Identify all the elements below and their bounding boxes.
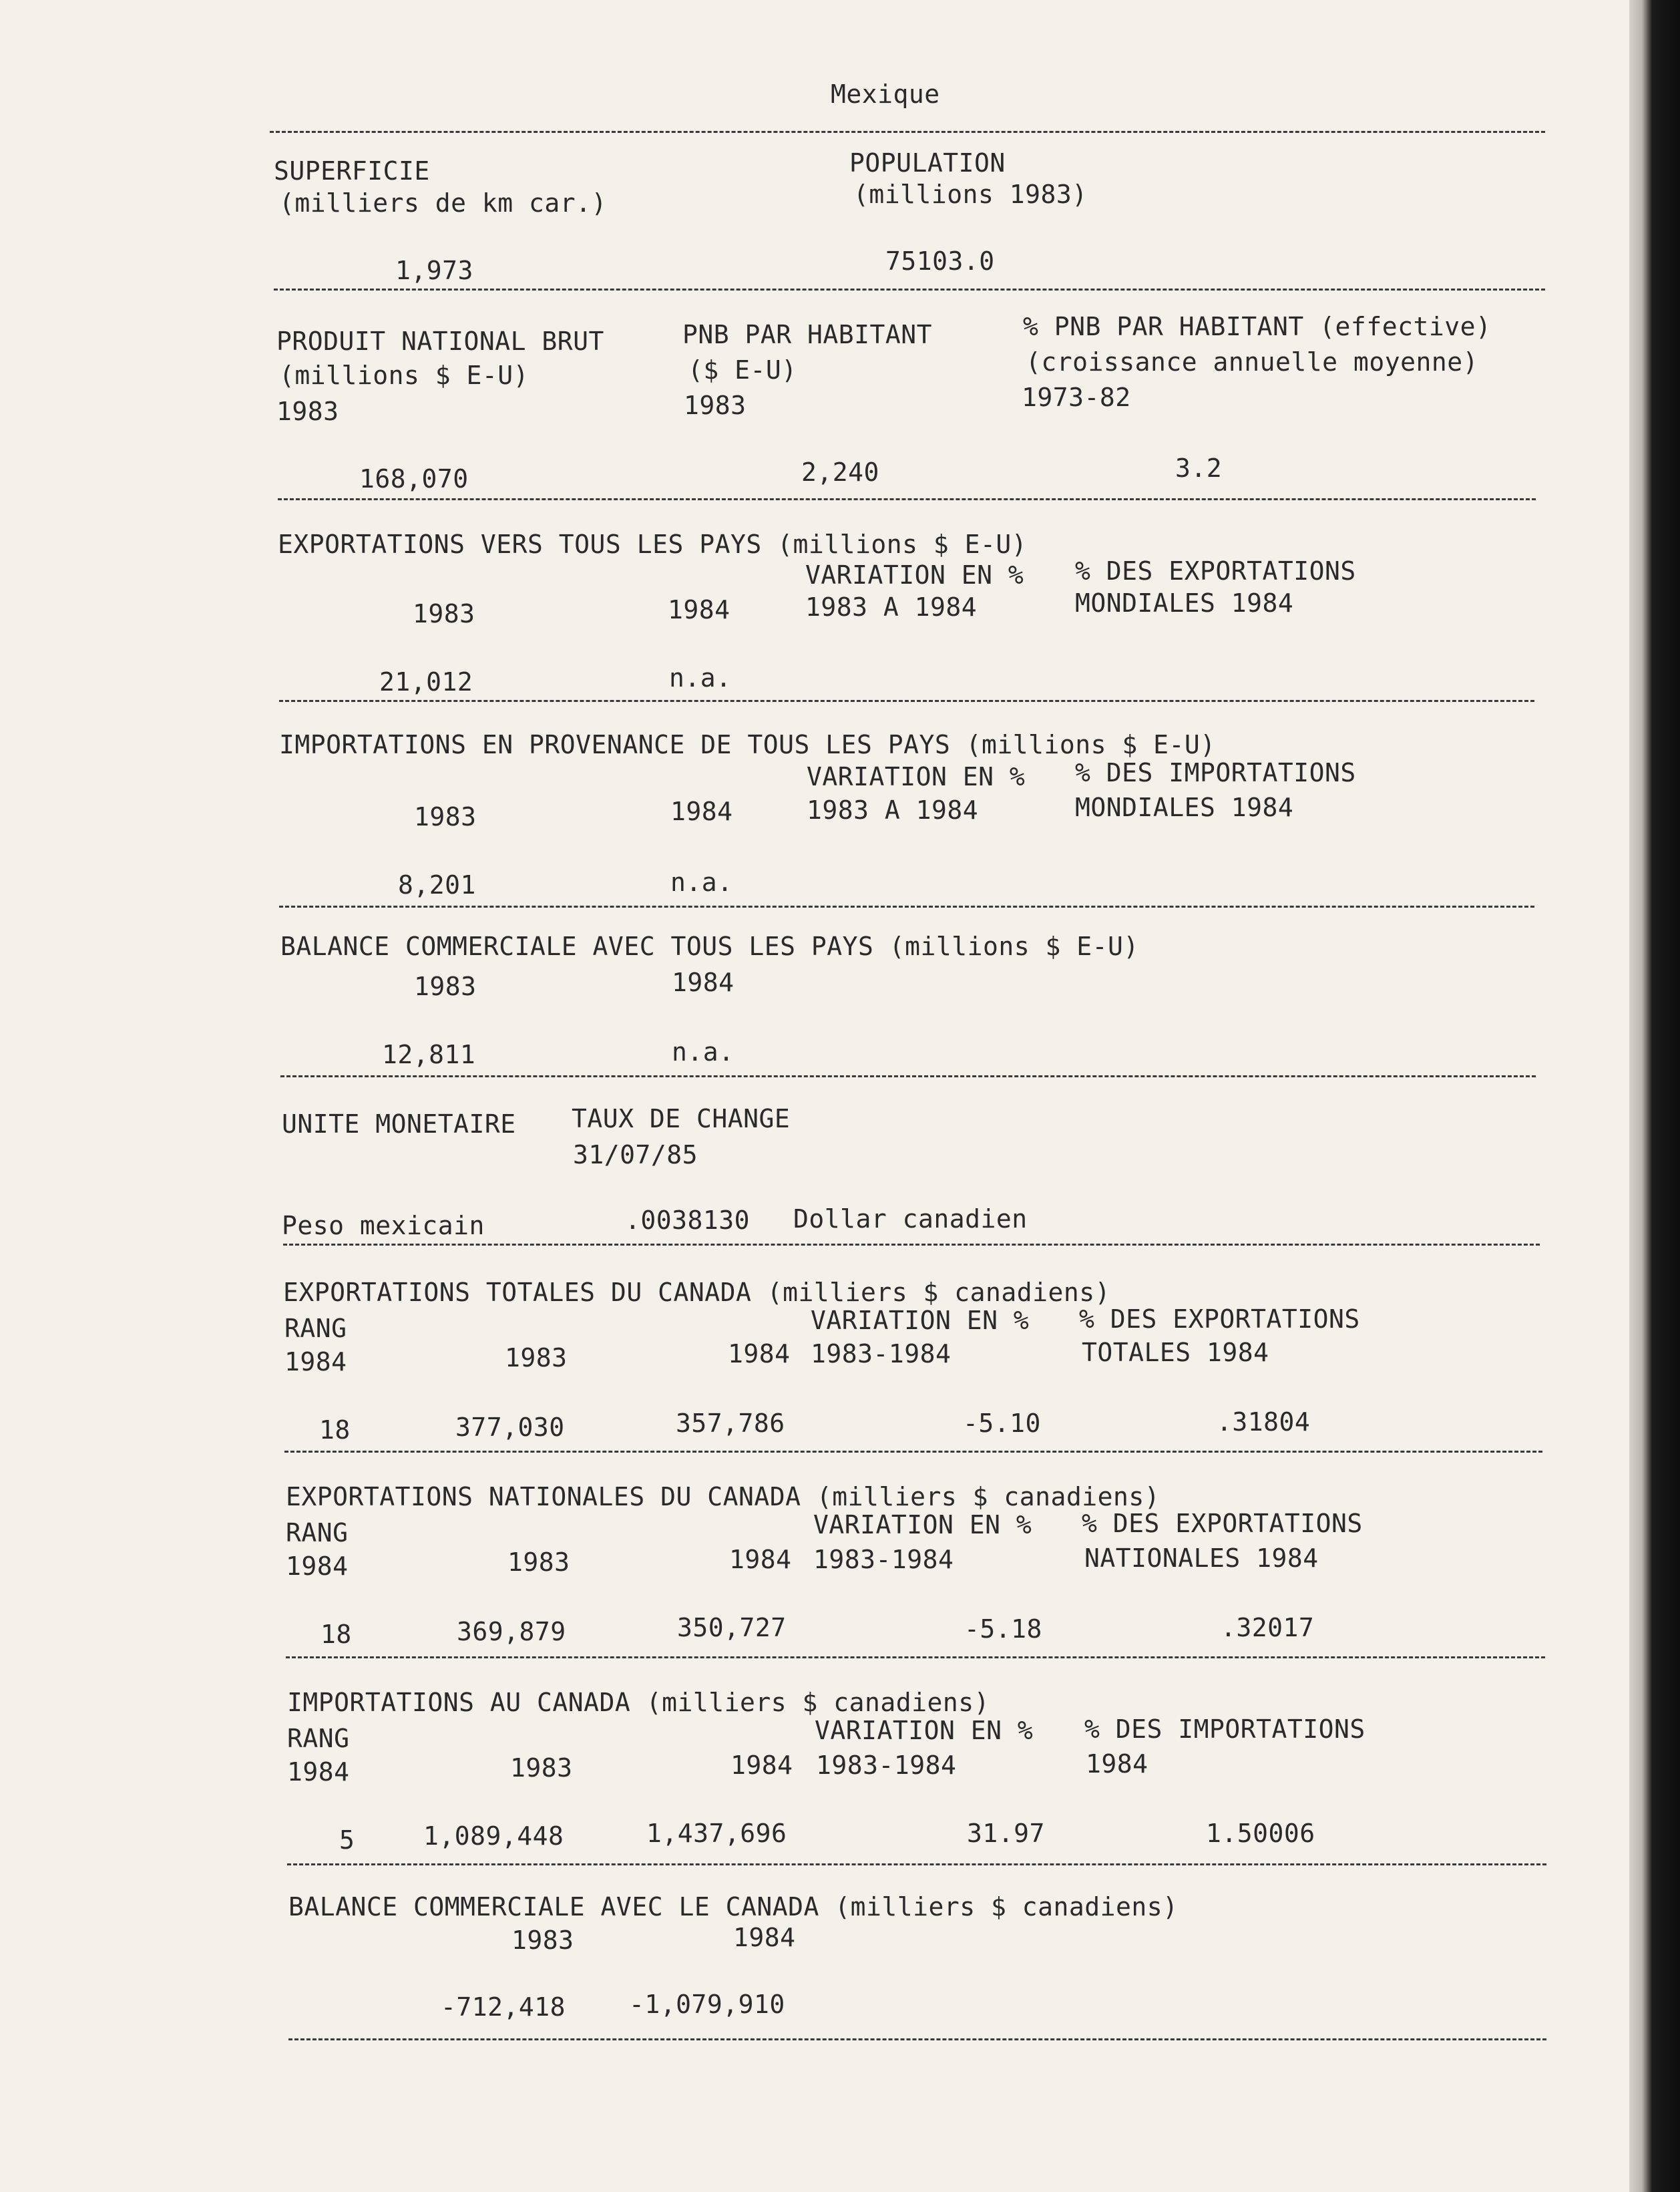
exports-world-col-1984: 1984: [668, 595, 730, 624]
superficie-value: 1,973: [395, 256, 473, 285]
exchange-rate-date: 31/07/85: [573, 1140, 698, 1169]
separator: [270, 131, 1545, 133]
imports-ca-value-1983: 1,089,448: [423, 1821, 564, 1851]
exports-nat-ca-col-1983: 1983: [507, 1547, 570, 1577]
separator: [279, 700, 1534, 702]
exports-total-ca-rank-header: RANG: [284, 1314, 347, 1343]
exports-total-ca-variation: -5.10: [963, 1409, 1041, 1438]
pnb-hab-unit: ($ E-U): [688, 355, 797, 385]
exports-world-value-1984: n.a.: [669, 663, 732, 693]
separator: [280, 1075, 1536, 1077]
pnb-hab-year: 1983: [684, 391, 747, 420]
imports-ca-col-1983: 1983: [510, 1753, 573, 1783]
exports-total-ca-variation-header: VARIATION EN %: [811, 1306, 1030, 1335]
exports-total-ca-rank: 18: [319, 1415, 351, 1445]
pnb-label: PRODUIT NATIONAL BRUT: [276, 327, 604, 356]
imports-ca-variation: 31.97: [967, 1819, 1045, 1848]
page-title: Mexique: [831, 79, 940, 109]
separator: [279, 906, 1534, 908]
pnb-croissance-unit: (croissance annuelle moyenne): [1026, 347, 1478, 377]
exports-nat-ca-variation-header: VARIATION EN %: [813, 1510, 1032, 1539]
pnb-croissance-label: % PNB PAR HABITANT (effective): [1023, 312, 1492, 341]
imports-world-pct-sub: MONDIALES 1984: [1075, 793, 1294, 822]
population-label: POPULATION: [849, 148, 1006, 178]
superficie-label: SUPERFICIE: [274, 156, 430, 186]
balance-ca-title: BALANCE COMMERCIALE AVEC LE CANADA (milliers $ canadiens): [288, 1892, 1179, 1922]
exports-total-ca-col-1984: 1984: [728, 1339, 791, 1368]
exports-world-variation-header: VARIATION EN %: [805, 560, 1024, 590]
balance-ca-value-1983: -712,418: [441, 1992, 566, 2022]
imports-ca-rank: 5: [339, 1825, 355, 1855]
separator: [288, 2038, 1546, 2040]
page-edge-shadow: [1629, 0, 1680, 2192]
exchange-rate-label: TAUX DE CHANGE: [572, 1104, 791, 1133]
pnb-year: 1983: [276, 397, 339, 426]
pnb-croissance-value: 3.2: [1175, 453, 1223, 483]
separator: [284, 1451, 1542, 1453]
balance-world-col-1983: 1983: [414, 972, 477, 1001]
separator: [287, 1863, 1546, 1865]
separator: [274, 289, 1545, 291]
balance-ca-col-1984: 1984: [733, 1923, 796, 1952]
exports-total-ca-rank-year: 1984: [284, 1347, 347, 1377]
exports-world-pct-header: % DES EXPORTATIONS: [1075, 556, 1356, 586]
exports-world-variation-period: 1983 A 1984: [805, 592, 978, 622]
exports-nat-ca-pct-sub: NATIONALES 1984: [1084, 1543, 1319, 1573]
balance-world-value-1984: n.a.: [672, 1037, 734, 1067]
separator: [286, 1656, 1545, 1658]
balance-ca-value-1984: -1,079,910: [629, 1990, 785, 2019]
imports-ca-rank-year: 1984: [287, 1757, 350, 1787]
exports-world-pct-sub: MONDIALES 1984: [1075, 588, 1294, 618]
exports-world-value-1983: 21,012: [379, 667, 473, 697]
exports-nat-ca-variation-period: 1983-1984: [813, 1545, 954, 1574]
exports-total-ca-value-1984: 357,786: [676, 1409, 785, 1438]
exports-world-title: EXPORTATIONS VERS TOUS LES PAYS (millions $ E-U): [278, 530, 1028, 559]
imports-world-variation-header: VARIATION EN %: [807, 762, 1026, 791]
imports-ca-title: IMPORTATIONS AU CANADA (milliers $ canadiens): [287, 1688, 990, 1717]
population-unit: (millions 1983): [853, 180, 1088, 209]
pnb-value: 168,070: [359, 464, 469, 494]
imports-ca-pct: 1.50006: [1206, 1819, 1315, 1848]
balance-world-value-1983: 12,811: [382, 1040, 476, 1069]
exports-total-ca-title: EXPORTATIONS TOTALES DU CANADA (milliers $ canadiens): [283, 1278, 1111, 1307]
pnb-hab-label: PNB PAR HABITANT: [682, 320, 933, 349]
exports-total-ca-pct: .31804: [1217, 1407, 1311, 1437]
balance-ca-col-1983: 1983: [511, 1926, 574, 1955]
imports-ca-variation-header: VARIATION EN %: [815, 1716, 1034, 1745]
imports-world-variation-period: 1983 A 1984: [807, 795, 979, 825]
imports-ca-value-1984: 1,437,696: [646, 1819, 787, 1848]
population-value: 75103.0: [885, 246, 995, 276]
imports-ca-pct-sub: 1984: [1086, 1749, 1148, 1779]
imports-world-value-1983: 8,201: [398, 870, 476, 900]
exports-nat-ca-col-1984: 1984: [729, 1545, 792, 1574]
exports-total-ca-col-1983: 1983: [505, 1343, 568, 1373]
exports-nat-ca-rank: 18: [321, 1620, 352, 1649]
imports-world-pct-header: % DES IMPORTATIONS: [1075, 758, 1356, 787]
currency-unit-label: UNITE MONETAIRE: [282, 1109, 516, 1139]
imports-world-col-1984: 1984: [670, 797, 733, 826]
imports-world-title: IMPORTATIONS EN PROVENANCE DE TOUS LES PAYS (millions $ E-U): [279, 730, 1216, 759]
imports-ca-rank-header: RANG: [287, 1724, 350, 1753]
currency-unit-value: Peso mexicain: [282, 1211, 485, 1240]
balance-world-col-1984: 1984: [672, 968, 734, 997]
exports-nat-ca-value-1984: 350,727: [677, 1613, 787, 1642]
superficie-unit: (milliers de km car.): [279, 188, 607, 218]
pnb-croissance-period: 1973-82: [1022, 383, 1131, 412]
imports-ca-pct-header: % DES IMPORTATIONS: [1084, 1714, 1366, 1744]
exports-nat-ca-pct-header: % DES EXPORTATIONS: [1082, 1509, 1363, 1538]
imports-ca-col-1984: 1984: [730, 1751, 793, 1780]
exports-nat-ca-rank-year: 1984: [286, 1551, 349, 1581]
exports-nat-ca-value-1983: 369,879: [457, 1617, 566, 1646]
balance-world-title: BALANCE COMMERCIALE AVEC TOUS LES PAYS (millions $ E-U): [280, 932, 1139, 961]
pnb-unit: (millions $ E-U): [279, 361, 530, 390]
exports-total-ca-pct-sub: TOTALES 1984: [1082, 1338, 1269, 1367]
separator: [283, 1244, 1540, 1246]
pnb-hab-value: 2,240: [801, 458, 879, 487]
exports-nat-ca-title: EXPORTATIONS NATIONALES DU CANADA (milliers $ canadiens): [286, 1482, 1161, 1511]
imports-world-col-1983: 1983: [414, 802, 477, 832]
exports-nat-ca-pct: .32017: [1221, 1613, 1315, 1642]
exchange-rate-value: .0038130: [625, 1206, 751, 1235]
exports-nat-ca-rank-header: RANG: [286, 1518, 349, 1547]
exchange-rate-unit: Dollar canadien: [793, 1204, 1028, 1234]
exports-world-col-1983: 1983: [413, 599, 475, 628]
exports-total-ca-pct-header: % DES EXPORTATIONS: [1079, 1304, 1360, 1334]
separator: [278, 498, 1536, 500]
imports-world-value-1984: n.a.: [670, 868, 733, 897]
exports-nat-ca-variation: -5.18: [964, 1614, 1042, 1644]
imports-ca-variation-period: 1983-1984: [816, 1751, 957, 1780]
exports-total-ca-value-1983: 377,030: [455, 1413, 565, 1442]
exports-total-ca-variation-period: 1983-1984: [811, 1339, 952, 1368]
